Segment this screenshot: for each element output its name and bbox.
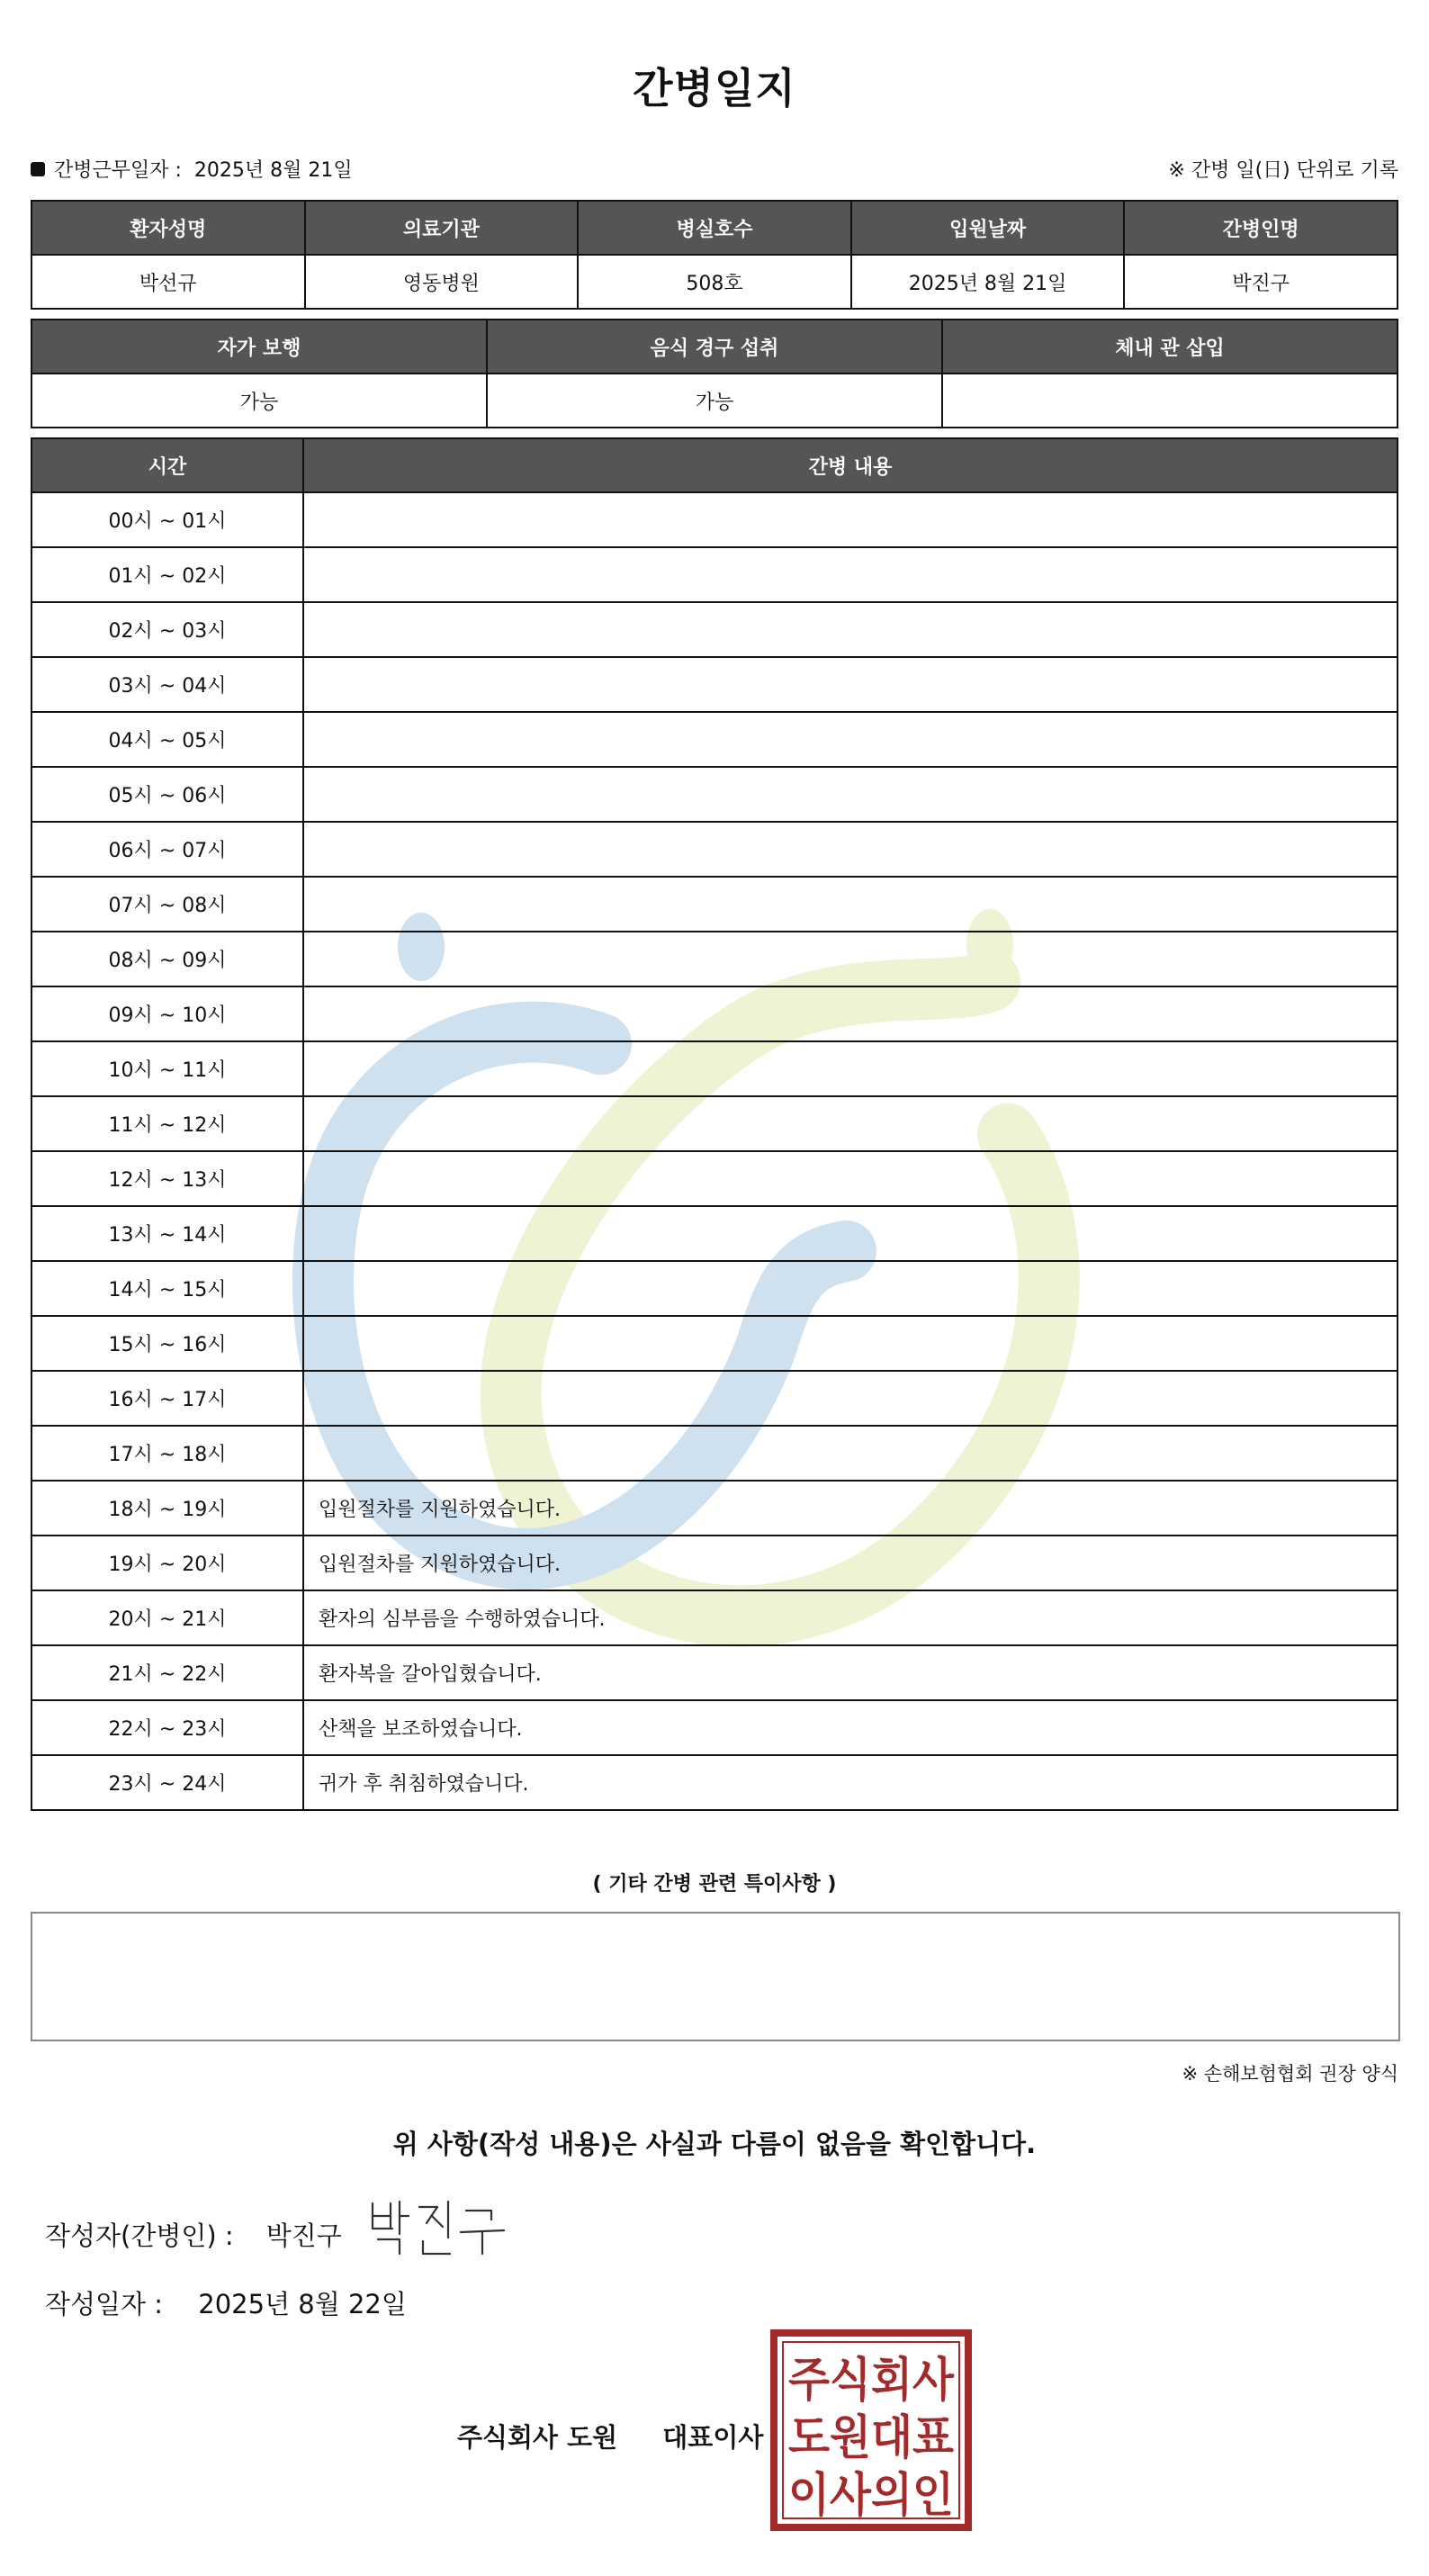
oral-intake-value: 가능	[487, 374, 942, 428]
time-slot: 17시 ~ 18시	[31, 1426, 303, 1481]
company-signature-line	[457, 2418, 763, 2454]
header-care-content: 간병 내용	[303, 438, 1398, 492]
room-number: 508호	[578, 255, 851, 309]
svg-text:이사의인: 이사의인	[788, 2469, 954, 2523]
table-row	[31, 1755, 1398, 1810]
care-content: 환자복을 갈아입혔습니다.	[303, 1645, 1398, 1700]
time-slot: 14시 ~ 15시	[31, 1261, 303, 1316]
table-row	[31, 1151, 1398, 1206]
care-content	[303, 657, 1398, 712]
record-note: ※ 간병 일(日) 단위로 기록	[1168, 159, 1398, 182]
table-row	[31, 822, 1398, 877]
table-row	[31, 1096, 1398, 1151]
work-date-label: 간병근무일자 :	[54, 159, 182, 182]
care-content: 환자의 심부름을 수행하였습니다.	[303, 1590, 1398, 1645]
care-content: 산책을 보조하였습니다.	[303, 1700, 1398, 1755]
header-time: 시간	[31, 438, 303, 492]
care-content	[303, 602, 1398, 657]
table-row	[31, 767, 1398, 822]
company-name: 주식회사 도원	[457, 2422, 618, 2453]
care-content	[303, 822, 1398, 877]
time-slot: 18시 ~ 19시	[31, 1481, 303, 1536]
time-slot: 03시 ~ 04시	[31, 657, 303, 712]
header-hospital: 의료기관	[305, 201, 579, 255]
table-row	[31, 932, 1398, 986]
header-self-walking: 자가 보행	[31, 320, 487, 374]
table-row	[31, 547, 1398, 602]
writer-label: 작성자(간병인) :	[45, 2220, 234, 2251]
write-date-row	[45, 2284, 407, 2321]
time-slot: 09시 ~ 10시	[31, 986, 303, 1041]
writer-row	[45, 2216, 342, 2253]
time-slot: 05시 ~ 06시	[31, 767, 303, 822]
care-content	[303, 1316, 1398, 1371]
care-content	[303, 1261, 1398, 1316]
header-admission-date: 입원날짜	[851, 201, 1125, 255]
care-content: 귀가 후 취침하였습니다.	[303, 1755, 1398, 1810]
header-patient-name: 환자성명	[31, 201, 305, 255]
table-row	[31, 657, 1398, 712]
time-slot: 21시 ~ 22시	[31, 1645, 303, 1700]
time-slot: 13시 ~ 14시	[31, 1206, 303, 1261]
care-content	[303, 1371, 1398, 1426]
time-slot: 07시 ~ 08시	[31, 877, 303, 932]
time-slot: 01시 ~ 02시	[31, 547, 303, 602]
table-row	[31, 1426, 1398, 1481]
confirmation-statement: 위 사항(작성 내용)은 사실과 다름이 없음을 확인합니다.	[392, 2129, 1037, 2159]
time-slot: 11시 ~ 12시	[31, 1096, 303, 1151]
time-slot: 23시 ~ 24시	[31, 1755, 303, 1810]
care-log-table	[31, 437, 1398, 1811]
form-source-note: ※ 손해보험협회 권장 양식	[1182, 2063, 1398, 2085]
table-row	[31, 1041, 1398, 1096]
care-content	[303, 877, 1398, 932]
time-slot: 06시 ~ 07시	[31, 822, 303, 877]
write-date-value: 2025년 8월 22일	[198, 2289, 407, 2319]
header-oral-intake: 음식 경구 섭취	[487, 320, 942, 374]
header-caregiver: 간병인명	[1124, 201, 1398, 255]
table-row	[31, 1590, 1398, 1645]
write-date-label: 작성일자 :	[45, 2289, 164, 2319]
care-content	[303, 712, 1398, 767]
time-slot: 16시 ~ 17시	[31, 1371, 303, 1426]
table-row	[31, 986, 1398, 1041]
time-slot: 08시 ~ 09시	[31, 932, 303, 986]
time-slot: 22시 ~ 23시	[31, 1700, 303, 1755]
care-content	[303, 1041, 1398, 1096]
care-content	[303, 1096, 1398, 1151]
time-slot: 02시 ~ 03시	[31, 602, 303, 657]
square-bullet-icon	[31, 162, 45, 176]
tube-insertion-value	[942, 374, 1398, 428]
admission-date: 2025년 8월 21일	[851, 255, 1125, 309]
writer-name: 박진구	[265, 2220, 342, 2251]
page-title: 간병일지	[633, 64, 796, 113]
table-row	[31, 1261, 1398, 1316]
table-row	[31, 492, 1398, 547]
table-row	[31, 1206, 1398, 1261]
table-row	[31, 1371, 1398, 1426]
company-ceo-title: 대표이사	[662, 2422, 764, 2453]
patient-status-table	[31, 319, 1398, 428]
time-slot: 00시 ~ 01시	[31, 492, 303, 547]
hospital-name: 영동병원	[305, 255, 579, 309]
table-row	[31, 1700, 1398, 1755]
time-slot: 10시 ~ 11시	[31, 1041, 303, 1096]
caregiver-name: 박진구	[1124, 255, 1398, 309]
work-date-value: 2025년 8월 21일	[193, 159, 353, 182]
header-tube-insertion: 체내 관 삽입	[942, 320, 1398, 374]
time-slot: 12시 ~ 13시	[31, 1151, 303, 1206]
care-content	[303, 986, 1398, 1041]
header-room: 병실호수	[578, 201, 851, 255]
special-notes-heading: ( 기타 간병 관련 특이사항 )	[592, 1873, 837, 1896]
self-walking-value: 가능	[31, 374, 487, 428]
special-notes-box	[31, 1912, 1400, 2041]
patient-info-table	[31, 200, 1398, 310]
table-row	[31, 712, 1398, 767]
svg-text:도원대표: 도원대표	[788, 2411, 954, 2465]
care-content: 입원절차를 지원하였습니다.	[303, 1481, 1398, 1536]
care-content: 입원절차를 지원하였습니다.	[303, 1536, 1398, 1590]
care-content	[303, 492, 1398, 547]
svg-text:주식회사: 주식회사	[788, 2354, 955, 2408]
table-row	[31, 1316, 1398, 1371]
time-slot: 19시 ~ 20시	[31, 1536, 303, 1590]
company-seal-stamp	[770, 2329, 972, 2531]
time-slot: 20시 ~ 21시	[31, 1590, 303, 1645]
time-slot: 15시 ~ 16시	[31, 1316, 303, 1371]
care-content	[303, 1151, 1398, 1206]
time-slot: 04시 ~ 05시	[31, 712, 303, 767]
work-date	[31, 155, 353, 183]
care-content	[303, 767, 1398, 822]
care-content	[303, 1206, 1398, 1261]
table-row	[31, 602, 1398, 657]
care-content	[303, 1426, 1398, 1481]
handwritten-signature	[360, 2187, 522, 2268]
work-date-row	[31, 155, 1398, 185]
care-content	[303, 932, 1398, 986]
table-row	[31, 1536, 1398, 1590]
table-row	[31, 877, 1398, 932]
patient-name: 박선규	[31, 255, 305, 309]
table-row	[31, 1481, 1398, 1536]
table-row	[31, 1645, 1398, 1700]
care-content	[303, 547, 1398, 602]
